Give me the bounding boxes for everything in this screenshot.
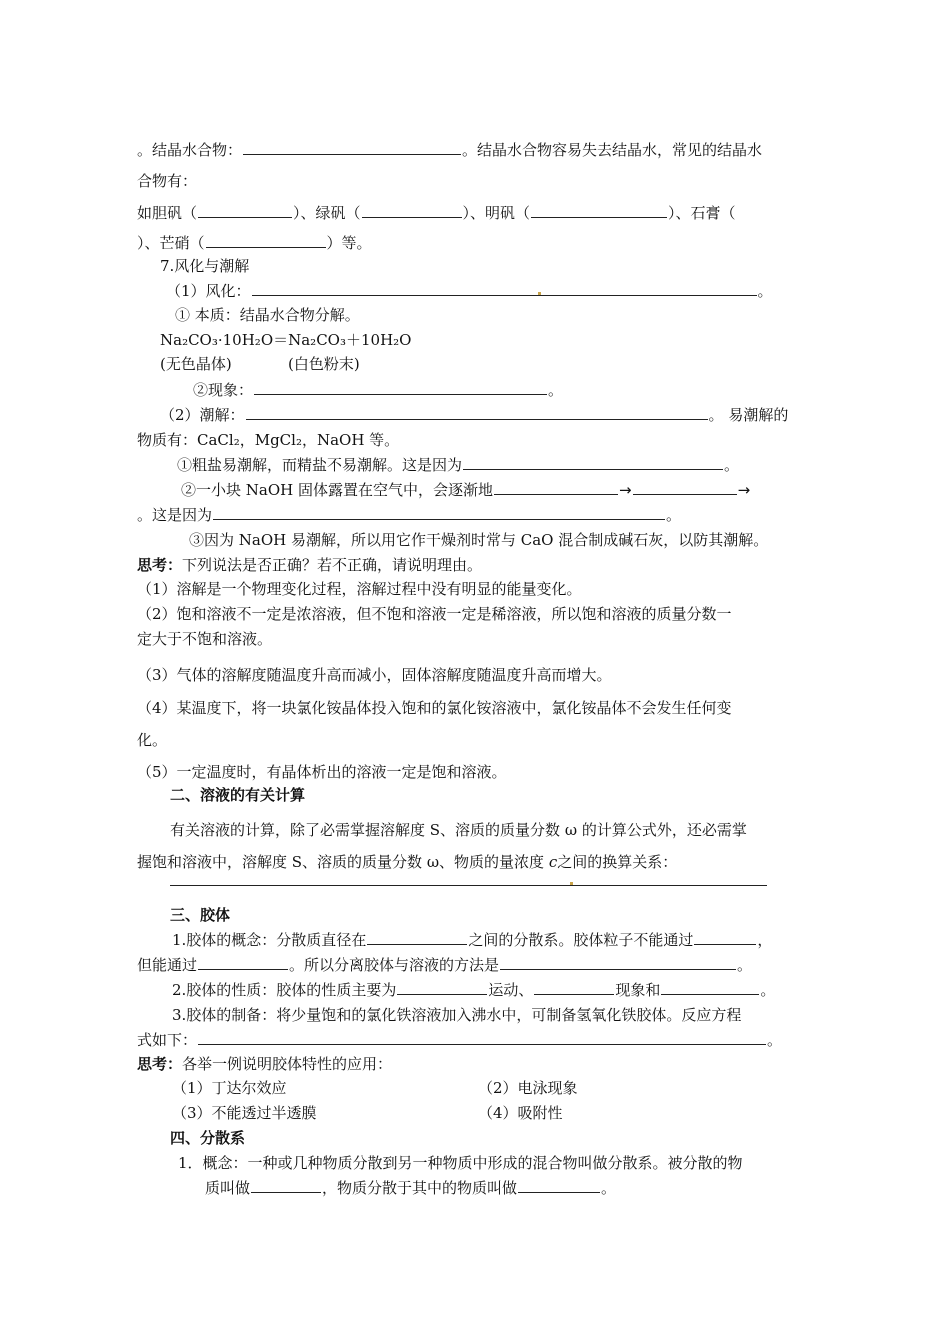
item-2b-text: 。这是因为 xyxy=(137,506,213,524)
marker-dot xyxy=(538,292,541,295)
phenomenon-label: ②现象： xyxy=(193,381,254,399)
blank-motion[interactable] xyxy=(397,980,487,995)
question-4b: 化。 xyxy=(137,731,168,749)
motion-text: 运动、 xyxy=(488,981,534,999)
concept-text-2: 之间的分散系。胶体粒子不能通过 xyxy=(468,931,694,949)
text-mangxiao: ）、芒硝（ xyxy=(137,234,205,252)
concept-text: 1.胶体的概念：分散质直径在 xyxy=(172,931,367,949)
concept-text-4: 。所以分离胶体与溶液的方法是 xyxy=(289,956,500,974)
blank-deliquescence[interactable] xyxy=(246,405,708,420)
blank-dispersed-substance[interactable] xyxy=(251,1178,321,1193)
phenomenon-text: 现象和 xyxy=(615,981,661,999)
blank-separation-method[interactable] xyxy=(500,955,736,970)
calc-paragraph-b xyxy=(137,852,677,872)
marker-dot xyxy=(570,882,573,885)
weathering-phenomenon xyxy=(193,380,563,400)
blank-can-pass[interactable] xyxy=(198,955,288,970)
period: 。 xyxy=(724,456,740,474)
question-5: （5）一定温度时，有晶体析出的溶液一定是饱和溶液。 xyxy=(137,763,507,781)
dispersion-text: 质叫做 xyxy=(205,1179,251,1197)
blank-lvfan[interactable] xyxy=(362,203,462,218)
dispersion-text-2: ，物质分散于其中的物质叫做 xyxy=(322,1179,518,1197)
blank-hydrate-definition[interactable] xyxy=(243,140,461,155)
deliquescence-substances: 物质有：CaCl₂，MgCl₂，NaOH 等。 xyxy=(137,431,400,449)
period: 。 xyxy=(737,956,753,974)
question-4a: （4）某温度下，将一块氯化铵晶体投入饱和的氯化铵溶液中，氯化铵晶体不会发生任何变 xyxy=(137,699,732,717)
think-text: 下列说法是否正确？若不正确，请说明理由。 xyxy=(182,556,483,574)
period: 。 xyxy=(760,981,776,999)
blank-danfan[interactable] xyxy=(198,203,292,218)
item-1-text: ①粗盐易潮解，而精盐不易潮解。这是因为 xyxy=(177,456,463,474)
arrow-icon: → xyxy=(618,481,632,499)
colloid-preparation-b xyxy=(137,1030,782,1050)
calc-paragraph-a: 有关溶液的计算，除了必需掌握溶解度 S、溶质的质量分数 ω 的计算公式外，还必需掌 xyxy=(170,821,747,839)
weathering-nature: ① 本质：结晶水合物分解。 xyxy=(175,306,360,324)
deliquescence-line xyxy=(160,405,788,425)
text-mingfan: ）、明矾（ xyxy=(462,204,531,222)
text-shigao: ）、石膏（ xyxy=(668,204,736,222)
blank-reaction-equation[interactable] xyxy=(198,1030,766,1045)
blank-weathering[interactable] xyxy=(252,281,757,296)
concept-text-3: 但能通过 xyxy=(137,956,198,974)
period: 。 xyxy=(548,381,564,399)
question-1: （1）溶解是一个物理变化过程，溶解过程中没有明显的能量变化。 xyxy=(137,580,582,598)
question-3: （3）气体的溶解度随温度升高而减小，固体溶解度随温度升高而增大。 xyxy=(137,666,612,684)
application-3: （3）不能透过半透膜 xyxy=(172,1104,317,1122)
weathering-line xyxy=(166,281,773,301)
dispersion-concept-a: 1．概念：一种或几种物质分散到另一种物质中形成的混合物叫做分散系。被分散的物 xyxy=(178,1154,743,1172)
blank-dispersion-medium[interactable] xyxy=(518,1178,600,1193)
hydrate-label: 。结晶水合物： xyxy=(137,141,243,159)
deliquescence-tail: 。 易潮解的 xyxy=(708,406,789,424)
blank-diameter[interactable] xyxy=(367,930,467,945)
blank-coarse-salt-reason[interactable] xyxy=(463,455,723,470)
section-3-heading: 三、胶体 xyxy=(170,906,231,924)
symbol-c: c xyxy=(548,853,558,871)
question-2b: 定大于不饱和溶液。 xyxy=(137,630,273,648)
text-lvfan: ）、绿矾（ xyxy=(293,204,361,222)
blank-cannot-pass[interactable] xyxy=(694,930,756,945)
blank-naoh-reason[interactable] xyxy=(213,505,665,520)
hydrate-line-1 xyxy=(137,140,762,160)
calc-text: 握饱和溶液中，溶解度 S、溶质的质量分数 ω、物质的量浓度 xyxy=(137,853,549,871)
question-2a: （2）饱和溶液不一定是浓溶液，但不饱和溶液一定是稀溶液，所以饱和溶液的质量分数一 xyxy=(137,605,732,623)
calc-text-end: 之间的换算关系： xyxy=(557,853,678,871)
think-1 xyxy=(137,555,482,575)
comma: ， xyxy=(757,931,773,949)
dispersion-concept-b xyxy=(205,1178,616,1198)
hydrate-text: 。结晶水合物容易失去结晶水，常见的结晶水 xyxy=(462,141,763,159)
colloid-concept-a xyxy=(172,930,772,950)
blank-mangxiao[interactable] xyxy=(206,233,326,248)
text-danfan: 如胆矾（ xyxy=(137,204,198,222)
blank-phenomenon[interactable] xyxy=(254,380,547,395)
think-label: 思考： xyxy=(137,1055,183,1073)
colloid-properties xyxy=(172,980,775,1000)
blank-naoh-change-1[interactable] xyxy=(494,480,618,495)
period: 。 xyxy=(767,1031,783,1049)
weathering-label: （1）风化： xyxy=(166,282,251,300)
hydrate-line-3 xyxy=(137,203,736,223)
blank-phenomenon-1[interactable] xyxy=(534,980,614,995)
blank-naoh-change-2[interactable] xyxy=(633,480,737,495)
blank-conversion-relation[interactable] xyxy=(170,885,767,886)
item-2-text: ②一小块 NaOH 固体露置在空气中，会逐渐地 xyxy=(181,481,493,499)
colloid-concept-b xyxy=(137,955,752,975)
arrow-icon: → xyxy=(737,481,751,499)
think-2 xyxy=(137,1054,392,1074)
application-2: （2）电泳现象 xyxy=(478,1079,578,1097)
application-4: （4）吸附性 xyxy=(478,1104,563,1122)
application-1: （1）丁达尔效应 xyxy=(172,1079,287,1097)
period: 。 xyxy=(666,506,682,524)
colloid-preparation-a: 3.胶体的制备：将少量饱和的氯化铁溶液加入沸水中，可制备氢氧化铁胶体。反应方程 xyxy=(172,1006,742,1024)
weathering-equation: Na₂CO₃·10H₂O＝Na₂CO₃＋10H₂O xyxy=(160,331,412,349)
deliquescence-item-3: ③因为 NaOH 易潮解，所以用它作干燥剂时常与 CaO 混合制成碱石灰，以防其潮解。 xyxy=(189,531,769,549)
deliquescence-item-2b xyxy=(137,505,681,525)
deliquescence-label: （2）潮解： xyxy=(160,406,245,424)
section-4-heading: 四、分散系 xyxy=(170,1129,246,1147)
think-label: 思考： xyxy=(137,556,183,574)
period: 。 xyxy=(601,1179,617,1197)
preparation-label: 式如下： xyxy=(137,1031,198,1049)
text-deng: ）等。 xyxy=(326,234,372,252)
hydrate-line-4 xyxy=(137,233,372,253)
section-7-title: 7.风化与潮解 xyxy=(160,257,250,275)
section-2-heading: 二、溶液的有关计算 xyxy=(170,786,306,804)
state-colorless-crystal: (无色晶体) xyxy=(160,355,232,373)
deliquescence-item-1 xyxy=(177,455,739,475)
period: 。 xyxy=(757,282,773,300)
deliquescence-item-2 xyxy=(181,480,750,500)
hydrate-line-2: 合物有： xyxy=(137,172,198,190)
properties-text: 2.胶体的性质：胶体的性质主要为 xyxy=(172,981,397,999)
think-text: 各举一例说明胶体特性的应用： xyxy=(182,1055,393,1073)
blank-phenomenon-2[interactable] xyxy=(661,980,759,995)
state-white-powder: (白色粉末) xyxy=(288,355,360,373)
blank-mingfan[interactable] xyxy=(531,203,667,218)
